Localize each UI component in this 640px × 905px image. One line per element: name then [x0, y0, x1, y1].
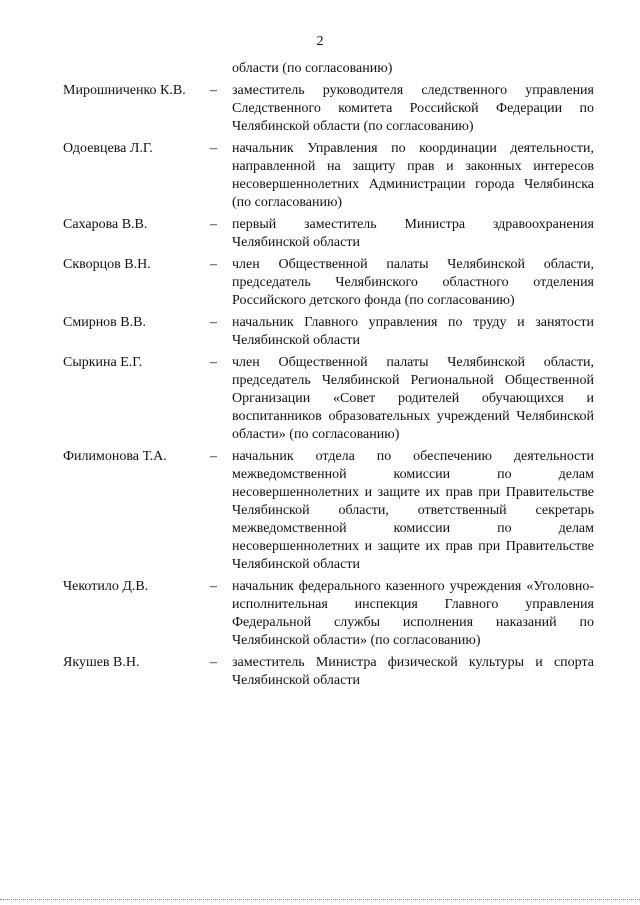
member-name: Одоевцева Л.Г. [63, 141, 153, 156]
list-item [0, 314, 640, 350]
member-position: член Общественной палаты Челябинской области, председатель Челябинской Региональной Общественной Организации «Совет родителей обучающихся и воспитанников образовательных учреждений Челябинской области» (по согласованию) [232, 355, 594, 442]
member-name: Мирошниченко К.В. [63, 83, 186, 98]
list-item [0, 578, 640, 650]
dash-separator: – [210, 315, 217, 330]
dash-separator: – [210, 217, 217, 232]
dash-separator: – [210, 141, 217, 156]
list-item [0, 140, 640, 212]
member-name: Чекотило Д.В. [63, 579, 149, 594]
member-position: начальник Управления по координации деятельности, направленной на защиту прав и законных интересов несовершеннолетних Администрации города Челябинска (по согласованию) [232, 141, 594, 210]
member-position: начальник отдела по обеспечению деятельности межведомственной комиссии по делам несовершеннолетних и защите их прав при Правительстве Челябинской области, ответственный секретарь межведомственной комиссии по делам несовершеннолетних и защите их прав при Правительстве Челябинской области [232, 449, 594, 572]
page-number: 2 [316, 34, 324, 49]
member-position: первый заместитель Министра здравоохранения Челябинской области [232, 217, 594, 250]
list-item [0, 654, 640, 690]
dash-separator: – [210, 257, 217, 272]
list-item [0, 256, 640, 310]
member-name: Сахарова В.В. [63, 217, 148, 232]
dash-separator: – [210, 355, 217, 370]
dash-separator: – [210, 655, 217, 670]
list-item [0, 82, 640, 136]
member-name: Филимонова Т.А. [63, 449, 167, 464]
member-name: Якушев В.Н. [63, 655, 140, 670]
member-position: заместитель руководителя следственного управления Следственного комитета Российской Федерации по Челябинской области (по согласованию) [232, 83, 594, 134]
page-bottom-edge [0, 899, 640, 900]
dash-separator: – [210, 449, 217, 464]
list-item [0, 216, 640, 252]
continuation-text: области (по согласованию) [232, 61, 393, 76]
member-position: член Общественной палаты Челябинской области, председатель Челябинского областного отделения Российского детского фонда (по согласованию) [232, 257, 594, 308]
member-name: Смирнов В.В. [63, 315, 146, 330]
member-name: Скворцов В.Н. [63, 257, 151, 272]
member-position: заместитель Министра физической культуры и спорта Челябинской области [232, 655, 594, 688]
member-list [0, 60, 640, 690]
list-item [0, 354, 640, 444]
member-position: начальник федерального казенного учреждения «Уголовно-исполнительная инспекция Главного управления Федеральной службы исполнения наказаний по Челябинской области» (по согласованию) [232, 579, 594, 648]
member-position: начальник Главного управления по труду и занятости Челябинской области [232, 315, 594, 348]
member-name: Сыркина Е.Г. [63, 355, 143, 370]
dash-separator: – [210, 83, 217, 98]
dash-separator: – [210, 579, 217, 594]
list-item [0, 448, 640, 574]
